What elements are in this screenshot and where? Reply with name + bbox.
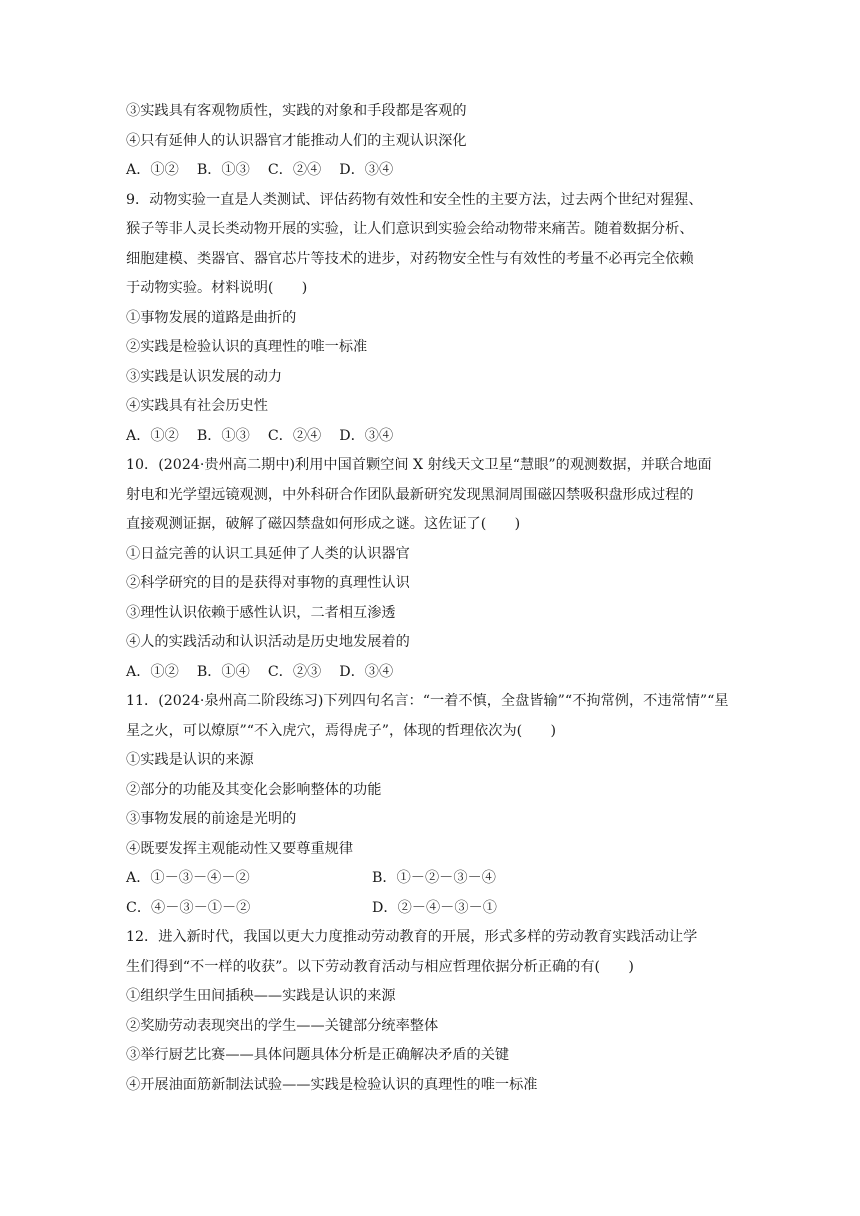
q10-option-a: A．①② bbox=[126, 663, 179, 680]
q9-statement-3: ③实践是认识发展的动力 bbox=[126, 368, 283, 385]
q9-stem bbox=[126, 186, 742, 304]
q8-statement-3: ③实践具有客观物质性，实践的对象和手段都是客观的 bbox=[126, 103, 467, 119]
q11-statement-1: ①实践是认识的来源 bbox=[126, 752, 254, 768]
q8-option-a: A．①② bbox=[126, 162, 179, 178]
q8-option-b: B．①③ bbox=[196, 162, 250, 178]
q11-stem-line: 星之火，可以燎原”“不入虎穴，焉得虎子”，体现的哲理依次为( ) bbox=[126, 722, 557, 739]
q10-stem bbox=[126, 451, 742, 540]
q11-statement-3: ③事物发展的前途是光明的 bbox=[126, 811, 297, 827]
q12-statement-4: ④开展油面筋新制法试验——实践是检验认识的真理性的唯一标准 bbox=[126, 1076, 538, 1093]
q9-stem-line: 于动物实验。材料说明( ) bbox=[126, 280, 308, 296]
q9-stem-line: 9．动物实验一直是人类测试、评估药物有效性和安全性的主要方法，过去两个世纪对猩猩、 bbox=[126, 191, 703, 208]
q10-statement-2: ②科学研究的目的是获得对事物的真理性认识 bbox=[126, 575, 410, 591]
q11-options-row-1 bbox=[126, 864, 742, 894]
q11-stem bbox=[126, 687, 742, 746]
q9-options bbox=[126, 422, 742, 452]
document-page bbox=[126, 97, 742, 1100]
q9-statement-1: ①事物发展的道路是曲折的 bbox=[126, 309, 297, 326]
q10-options bbox=[126, 658, 742, 688]
q10-statement-4: ④人的实践活动和认识活动是历史地发展着的 bbox=[126, 634, 410, 650]
q8-statement-4: ④只有延伸人的认识器官才能推动人们的主观认识深化 bbox=[126, 132, 467, 149]
q11-option-b: B．①－②－③－④ bbox=[372, 870, 496, 886]
q9-option-b: B．①③ bbox=[196, 427, 250, 444]
q9-option-d: D．③④ bbox=[339, 427, 394, 444]
q9-statement-2: ②实践是检验认识的真理性的唯一标准 bbox=[126, 339, 368, 355]
q11-stem-line: 11．(2024·泉州高二阶段练习)下列四句名言：“一着不慎，全盘皆输”“不拘常例，不违常情”“星 bbox=[126, 693, 729, 709]
q12-stem bbox=[126, 923, 742, 982]
q11-option-d: D．②－④－③－① bbox=[372, 899, 497, 916]
q11-statement-4: ④既要发挥主观能动性又要尊重规律 bbox=[126, 840, 354, 857]
q11-option-a: A．①－③－④－② bbox=[126, 870, 250, 886]
q9-stem-line: 猴子等非人灵长类动物开展的实验，让人们意识到实验会给动物带来痛苦。随着数据分析、 bbox=[126, 221, 694, 237]
q8-options bbox=[126, 156, 742, 186]
q12-stem-line: 12．进入新时代，我国以更大力度推动劳动教育的开展，形式多样的劳动教育实践活动让学 bbox=[126, 929, 698, 945]
q9-option-c: C．②④ bbox=[267, 427, 322, 444]
q12-statement-2: ②奖励劳动表现突出的学生——关键部分统率整体 bbox=[126, 1017, 439, 1034]
q12-stem-line: 生们得到“不一样的收获”。以下劳动教育活动与相应哲理依据分析正确的有( ) bbox=[126, 958, 634, 975]
q10-stem-line: 射电和光学望远镜观测，中外科研合作团队最新研究发现黑洞周围磁囚禁吸积盘形成过程的 bbox=[126, 486, 694, 503]
q10-option-d: D．③④ bbox=[339, 663, 394, 680]
q10-statement-1: ①日益完善的认识工具延伸了人类的认识器官 bbox=[126, 545, 410, 562]
q10-statement-3: ③理性认识依赖于感性认识，二者相互渗透 bbox=[126, 604, 396, 621]
q10-stem-line: 直接观测证据，破解了磁囚禁盘如何形成之谜。这佐证了( ) bbox=[126, 516, 521, 532]
q11-options-row-2 bbox=[126, 894, 742, 924]
q8-option-d: D．③④ bbox=[339, 162, 394, 178]
q9-option-a: A．①② bbox=[126, 427, 179, 444]
q8-option-c: C．②④ bbox=[267, 162, 322, 178]
q12-statement-1: ①组织学生田间插秧——实践是认识的来源 bbox=[126, 988, 396, 1004]
q11-option-c: C．④－③－①－② bbox=[126, 899, 251, 916]
q10-option-c: C．②③ bbox=[267, 663, 322, 680]
q12-statement-3: ③举行厨艺比赛——具体问题具体分析是正确解决矛盾的关键 bbox=[126, 1047, 510, 1063]
q9-stem-line: 细胞建模、类器官、器官芯片等技术的进步，对药物安全性与有效性的考量不必再完全依赖 bbox=[126, 250, 694, 267]
q10-option-b: B．①④ bbox=[196, 663, 250, 680]
q9-statement-4: ④实践具有社会历史性 bbox=[126, 398, 268, 414]
q10-stem-line: 10．(2024·贵州高二期中)利用中国首颗空间 X 射线天文卫星“慧眼”的观测数据，并联合地面 bbox=[126, 457, 712, 473]
q11-statement-2: ②部分的功能及其变化会影响整体的功能 bbox=[126, 781, 382, 798]
